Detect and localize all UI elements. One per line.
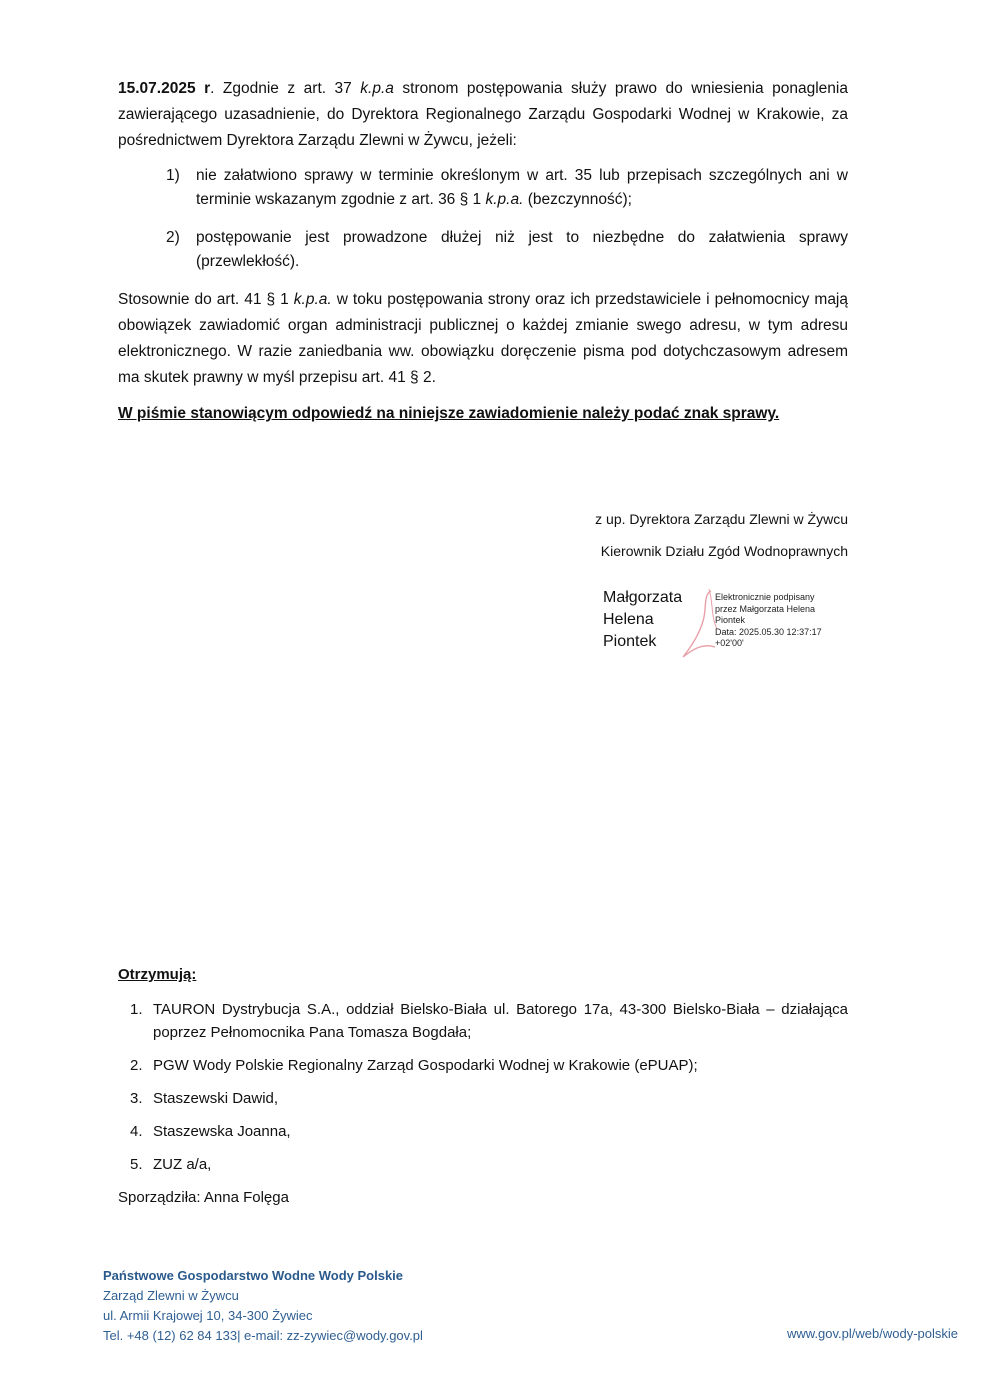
conditions-list	[118, 164, 848, 288]
deadline-date-suffix: r	[195, 80, 211, 97]
condition-text: (bezczynność);	[523, 191, 632, 208]
footer-website-link[interactable]: www.gov.pl/web/wody-polskie	[787, 1326, 958, 1341]
paragraph-text: stronom postępowania służy prawo do wniesienia ponaglenia zawierającego uzasadnienie, do Dyrektora Regionalnego Zarządu Gospodarki Wodnej w Krakowie, za pośrednictwem Dyrektora Zarządu Zlewni w Żywcu, jeżeli:	[118, 80, 848, 149]
recipient-number: 3.	[130, 1090, 143, 1107]
kpa-reference: k.p.a.	[485, 191, 524, 208]
recipient-text: PGW Wody Polskie Regionalny Zarząd Gospodarki Wodnej w Krakowie (ePUAP);	[153, 1057, 698, 1074]
recipient-item	[118, 1054, 848, 1077]
paragraph-text: w toku postępowania strony oraz ich przedstawiciele i pełnomocnicy mają obowiązek zawiadomić organ administracji publicznej o każdej zmianie swego adresu, w tym adresu elektronicznego. W razie zaniedbania ww. obowiązku doręczenie pisma pod dotychczasowym adresem ma skutek prawny w myśl przepisu art. 41 § 2.	[118, 291, 848, 386]
footer-contact: Tel. +48 (12) 62 84 133| e-mail: zz-zywiec@wody.gov.pl	[103, 1328, 423, 1343]
footer-unit: Zarząd Zlewni w Żywcu	[103, 1288, 239, 1303]
recipient-item	[118, 1120, 848, 1143]
signature-meta-line: +02'00'	[715, 638, 744, 648]
case-number-notice: W piśmie stanowiącym odpowiedź na niniejsze zawiadomienie należy podać znak sprawy.	[118, 405, 780, 422]
condition-text: postępowanie jest prowadzone dłużej niż jest to niezbędne do załatwienia sprawy (przewlekłość).	[196, 229, 848, 270]
recipient-number: 2.	[130, 1057, 143, 1074]
signature-meta-line: przez Małgorzata Helena	[715, 603, 816, 614]
signatory-name-line: Helena	[603, 611, 654, 628]
condition-item	[118, 164, 848, 212]
prepared-by: Sporządziła: Anna Folęga	[118, 1189, 289, 1206]
kpa-reference: k.p.a	[360, 80, 394, 97]
condition-item	[118, 226, 848, 274]
condition-number: 2)	[166, 229, 180, 246]
signature-meta-line: Data: 2025.05.30 12:37:17	[715, 626, 822, 637]
recipient-number: 5.	[130, 1156, 143, 1173]
recipient-item	[118, 1087, 848, 1110]
paragraph-text: . Zgodnie z art. 37	[210, 80, 361, 97]
condition-number: 1)	[166, 167, 180, 184]
signatory-name-line: Piontek	[603, 633, 657, 650]
recipient-text: Staszewski Dawid,	[153, 1090, 279, 1107]
recipient-item	[118, 1153, 848, 1176]
address-change-paragraph	[118, 287, 848, 391]
signatory-position: Kierownik Działu Zgód Wodnoprawnych	[600, 543, 848, 559]
recipient-text: ZUZ a/a,	[153, 1156, 212, 1173]
recipient-item	[118, 998, 848, 1044]
condition-text: nie załatwiono sprawy w terminie określonym w art. 35 lub przepisach szczególnych ani w terminie wskazanym zgodnie z art. 36 § 1	[196, 167, 848, 208]
recipient-text: Staszewska Joanna,	[153, 1123, 291, 1140]
footer	[103, 1266, 423, 1346]
recipient-text: TAURON Dystrybucja S.A., oddział Bielsko-Biała ul. Batorego 17a, 43-300 Bielsko-Biała – działająca poprzez Pełnomocnika Pana Tomasza Bogdała;	[153, 1001, 848, 1041]
recipients-list	[118, 998, 848, 1186]
footer-organization: Państwowe Gospodarstwo Wodne Wody Polskie	[103, 1268, 404, 1283]
recipient-number: 1.	[130, 1001, 143, 1018]
signature-meta-line: Piontek	[715, 615, 746, 625]
on-behalf-line: z up. Dyrektora Zarządu Zlewni w Żywcu	[595, 511, 848, 527]
recipients-heading: Otrzymują:	[118, 966, 197, 983]
signature-metadata	[715, 592, 835, 650]
kpa-reference: k.p.a.	[293, 291, 332, 308]
signatory-name-line: Małgorzata	[603, 589, 683, 606]
recipient-number: 4.	[130, 1123, 143, 1140]
paragraph-text: Stosownie do art. 41 § 1	[118, 291, 294, 308]
deadline-paragraph	[118, 76, 848, 154]
electronic-signature	[603, 587, 843, 667]
footer-address: ul. Armii Krajowej 10, 34-300 Żywiec	[103, 1308, 313, 1323]
signature-meta-line: Elektronicznie podpisany	[715, 592, 815, 602]
deadline-date: 15.07.2025	[118, 80, 196, 97]
